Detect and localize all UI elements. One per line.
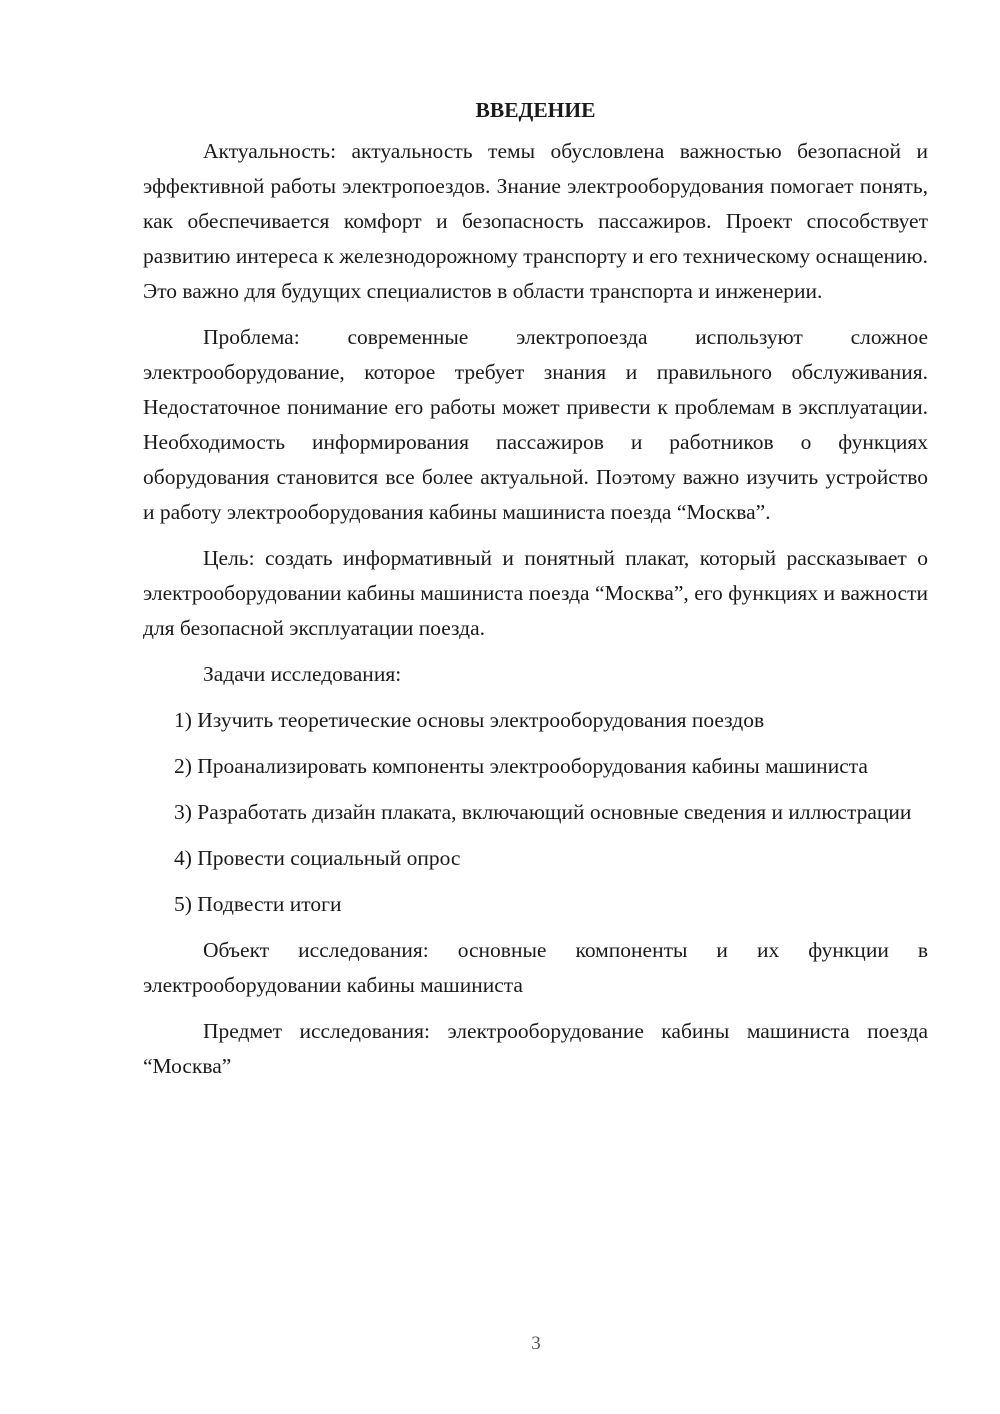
task-item-3: 3) Разработать дизайн плаката, включающий основные сведения и иллюстрации (174, 800, 912, 824)
task-item-1: 1) Изучить теоретические основы электрооборудования поездов (174, 708, 765, 732)
tasks-heading: Задачи исследования: (203, 662, 402, 686)
problem-paragraph: Проблема: современные электропоезда используют сложное электрооборудование, которое требует знания и правильного обслуживания. Недостаточное понимание его работы может привести к проблемам в эксплуатации. Необходимость информирования пассажиров и работников о функциях оборудования становится все более актуальной. Поэтому важно изучить устройство и работу электрооборудования кабины машиниста поезда “Москва”. (143, 325, 928, 524)
goal-paragraph: Цель: создать информативный и понятный плакат, который рассказывает о электрооборудовании кабины машиниста поезда “Москва”, его функциях и важности для безопасной эксплуатации поезда. (143, 546, 928, 640)
research-object-paragraph: Объект исследования: основные компоненты и их функции в электрооборудовании кабины машиниста (143, 938, 928, 997)
document-page (143, 93, 928, 1095)
relevance-paragraph: Актуальность: актуальность темы обусловлена важностью безопасной и эффективной работы электропоездов. Знание электрооборудования помогает понять, как обеспечивается комфорт и безопасность пассажиров. Проект способствует развитию интереса к железнодорожному транспорту и его техническому оснащению. Это важно для будущих специалистов в области транспорта и инженерии. (143, 139, 928, 303)
task-item-4: 4) Провести социальный опрос (174, 846, 461, 870)
task-item-2: 2) Проанализировать компоненты электрооборудования кабины машиниста (174, 754, 868, 778)
page-number: 3 (531, 1333, 541, 1354)
task-item-5: 5) Подвести итоги (174, 892, 342, 916)
section-title: ВВЕДЕНИЕ (475, 98, 596, 122)
research-subject-paragraph: Предмет исследования: электрооборудование кабины машиниста поезда “Москва” (143, 1019, 928, 1078)
